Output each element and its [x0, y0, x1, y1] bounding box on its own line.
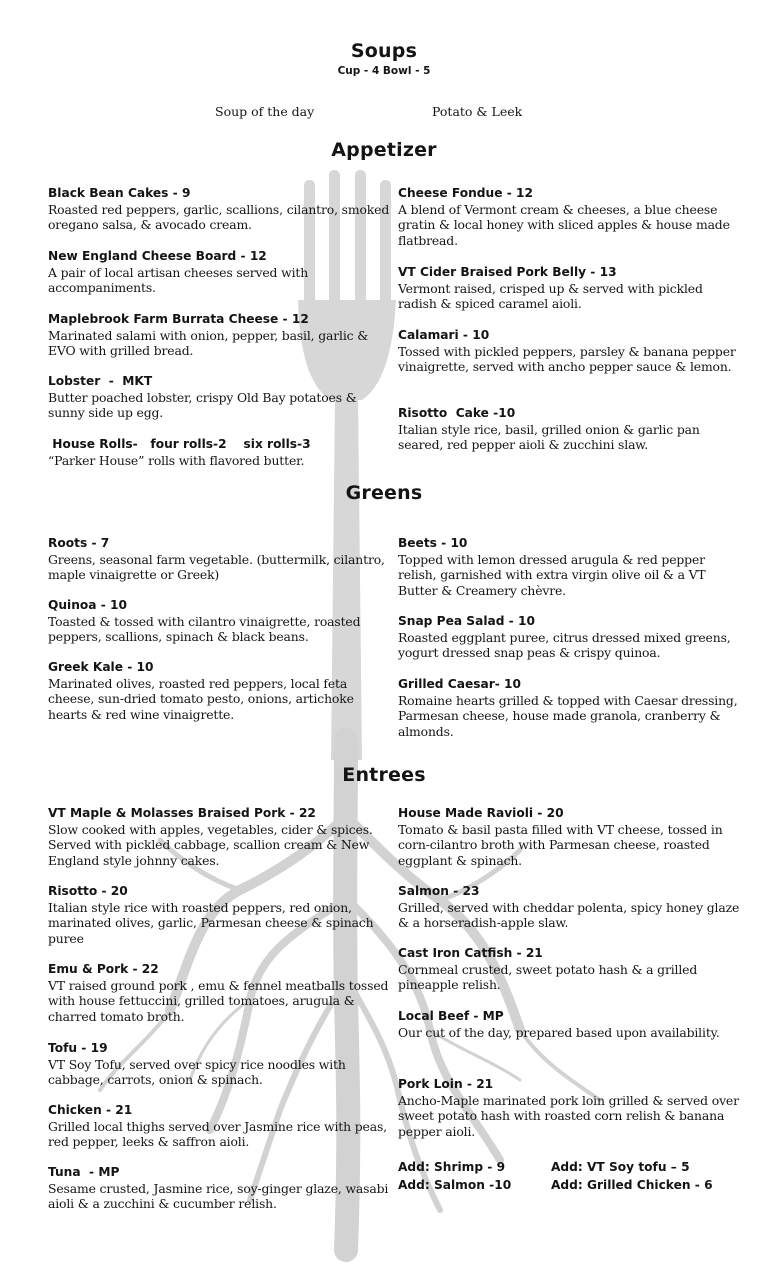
entrees-heading: Entrees [342, 764, 426, 786]
addon-item: Add: Shrimp - 9 [398, 1160, 506, 1174]
addon-item: Add: Salmon -10 [398, 1178, 512, 1192]
item-name: Black Bean Cakes - 9 [48, 186, 191, 200]
menu-item [398, 884, 743, 931]
item-name: VT Maple & Molasses Braised Pork - 22 [48, 806, 316, 820]
menu-item [398, 677, 743, 739]
appetizer-heading: Appetizer [331, 139, 437, 161]
item-description: Cornmeal crusted, sweet potato hash & a grilled pineapple relish. [398, 961, 698, 993]
item-name: New England Cheese Board - 12 [48, 249, 267, 263]
menu-item [398, 265, 743, 312]
menu-item [48, 1103, 393, 1150]
item-description: VT Soy Tofu, served over spicy rice noodles with cabbage, carrots, onion & spinach. [48, 1056, 346, 1088]
item-description: VT raised ground pork , emu & fennel meatballs tossed with house fettuccini, grilled tomatoes, arugula & charred tomato broth. [48, 977, 389, 1024]
item-description: Slow cooked with apples, vegetables, cider & spices. Served with pickled cabbage, scallion cream & New England style johnny cakes. [48, 821, 373, 868]
menu-item [48, 312, 393, 359]
item-name: Cast Iron Catfish - 21 [398, 946, 543, 960]
soup-option: Potato & Leek [432, 104, 523, 119]
menu-item [48, 437, 393, 468]
item-description: Italian style rice, basil, grilled onion & garlic pan seared, red pepper aioli & zucchini slaw. [398, 421, 700, 453]
menu-item [398, 406, 743, 453]
item-name: Tuna - MP [48, 1165, 120, 1179]
menu-item [48, 962, 393, 1024]
menu-item [48, 660, 393, 722]
item-description: Marinated olives, roasted red peppers, local feta cheese, sun-dried tomato pesto, onions, artichoke hearts & red wine vinaigrette. [48, 675, 354, 722]
item-name: Beets - 10 [398, 536, 468, 550]
item-description: Grilled local thighs served over Jasmine rice with peas, red pepper, leeks & saffron aioli. [48, 1118, 387, 1150]
menu-item [48, 186, 393, 233]
soups-pricing: Cup - 4 Bowl - 5 [337, 65, 431, 77]
item-name: Cheese Fondue - 12 [398, 186, 533, 200]
item-description: Toasted & tossed with cilantro vinaigrette, roasted peppers, scallions, spinach & black beans. [48, 613, 361, 645]
menu-item [48, 884, 393, 946]
menu-item [48, 1041, 393, 1088]
item-description: Greens, seasonal farm vegetable. (buttermilk, cilantro, maple vinaigrette or Greek) [48, 551, 385, 583]
item-description: Tomato & basil pasta filled with VT cheese, tossed in corn-cilantro broth with Parmesan cheese, roasted eggplant & spinach. [398, 821, 723, 868]
item-name: House Rolls- four rolls-2 six rolls-3 [48, 437, 311, 451]
item-description: Tossed with pickled peppers, parsley & banana pepper vinaigrette, served with ancho pepper sauce & lemon. [398, 343, 736, 375]
menu-item [48, 536, 393, 583]
addon-item: Add: Grilled Chicken - 6 [551, 1178, 713, 1192]
item-name: Emu & Pork - 22 [48, 962, 159, 976]
item-description: A blend of Vermont cream & cheeses, a blue cheese gratin & local honey with sliced apples & house made flatbread. [398, 201, 730, 248]
item-name: Greek Kale - 10 [48, 660, 154, 674]
menu-item [48, 374, 393, 421]
menu-item [398, 1009, 743, 1040]
item-name: Roots - 7 [48, 536, 110, 550]
menu-item [398, 1077, 743, 1139]
addon-item: Add: VT Soy tofu – 5 [551, 1160, 690, 1174]
item-name: Risotto Cake -10 [398, 406, 516, 420]
menu-item [48, 249, 393, 296]
item-name: House Made Ravioli - 20 [398, 806, 564, 820]
menu-item [398, 614, 743, 661]
menu-item [398, 806, 743, 868]
item-name: Lobster - MKT [48, 374, 153, 388]
item-name: Local Beef - MP [398, 1009, 504, 1023]
item-description: Roasted red peppers, garlic, scallions, cilantro, smoked oregano salsa, & avocado cream. [48, 201, 390, 233]
item-name: Tofu - 19 [48, 1041, 108, 1055]
menu-item [48, 806, 393, 868]
menu-item [398, 536, 743, 598]
item-description: Marinated salami with onion, pepper, basil, garlic & EVO with grilled bread. [48, 327, 369, 359]
item-name: Quinoa - 10 [48, 598, 127, 612]
greens-heading: Greens [345, 482, 423, 504]
item-description: Grilled, served with cheddar polenta, spicy honey glaze & a horseradish-apple slaw. [398, 899, 740, 931]
soup-option: Soup of the day [215, 104, 315, 119]
item-description: Our cut of the day, prepared based upon availability. [398, 1024, 720, 1040]
item-name: VT Cider Braised Pork Belly - 13 [398, 265, 617, 279]
item-name: Salmon - 23 [398, 884, 480, 898]
item-description: Italian style rice with roasted peppers, red onion, marinated olives, garlic, Parmesan cheese & spinach puree [48, 899, 374, 946]
item-description: Topped with lemon dressed arugula & red pepper relish, garnished with extra virgin olive oil & a VT Butter & Creamery chèvre. [398, 551, 706, 598]
item-description: Ancho-Maple marinated pork loin grilled & served over sweet potato hash with roasted corn relish & banana pepper aioli. [398, 1092, 739, 1139]
item-name: Risotto - 20 [48, 884, 128, 898]
item-name: Pork Loin - 21 [398, 1077, 494, 1091]
item-name: Calamari - 10 [398, 328, 490, 342]
item-name: Chicken - 21 [48, 1103, 133, 1117]
menu-item [398, 186, 743, 248]
item-name: Snap Pea Salad - 10 [398, 614, 535, 628]
item-name: Grilled Caesar- 10 [398, 677, 521, 691]
item-description: Vermont raised, crisped up & served with pickled radish & spiced caramel aioli. [398, 280, 703, 312]
item-description: Sesame crusted, Jasmine rice, soy-ginger glaze, wasabi aioli & a zucchini & cucumber relish. [48, 1180, 389, 1212]
item-description: “Parker House” rolls with flavored butter. [48, 452, 305, 468]
item-description: Butter poached lobster, crispy Old Bay potatoes & sunny side up egg. [48, 389, 357, 421]
item-name: Maplebrook Farm Burrata Cheese - 12 [48, 312, 309, 326]
soups-heading: Soups [350, 40, 418, 62]
menu-item [48, 1165, 393, 1212]
item-description: Roasted eggplant puree, citrus dressed mixed greens, yogurt dressed snap peas & crispy quinoa. [398, 629, 731, 661]
menu-item [48, 598, 393, 645]
menu-item [398, 946, 743, 993]
item-description: Romaine hearts grilled & topped with Caesar dressing, Parmesan cheese, house made granola, cranberry & almonds. [398, 692, 738, 739]
menu-item [398, 328, 743, 375]
item-description: A pair of local artisan cheeses served with accompaniments. [48, 264, 309, 296]
